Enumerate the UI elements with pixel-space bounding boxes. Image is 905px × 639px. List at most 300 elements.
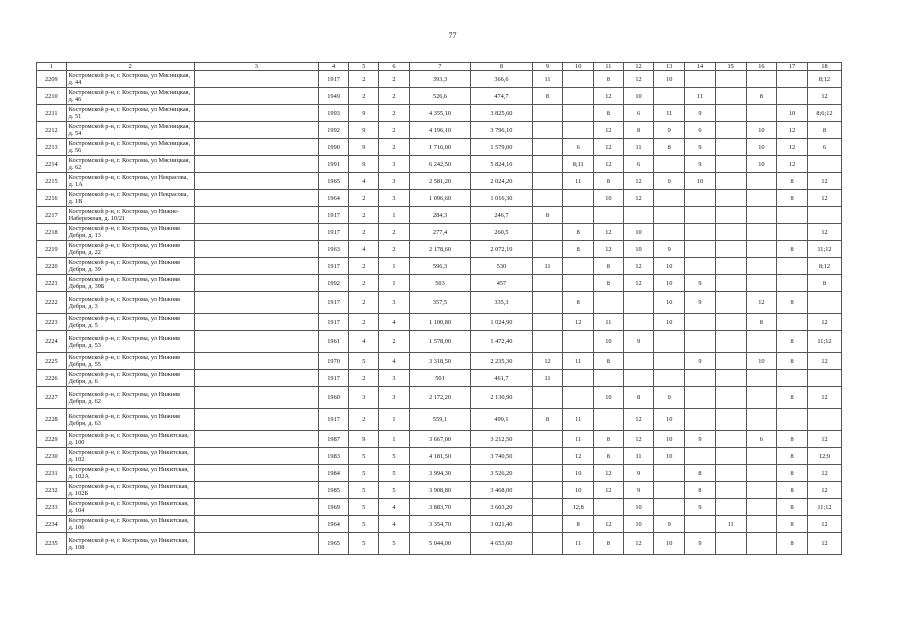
table-row <box>37 331 842 353</box>
data-cell <box>715 353 746 370</box>
empty-cell <box>194 431 318 448</box>
data-cell: 2 <box>379 122 410 139</box>
table-row <box>37 409 842 431</box>
data-cell: 8 <box>777 499 808 516</box>
empty-cell <box>194 71 318 88</box>
table-row <box>37 533 842 555</box>
data-cell: 11 <box>563 173 594 190</box>
table-row <box>37 314 842 331</box>
data-cell: 12 <box>623 71 654 88</box>
address-cell: Костромской р-н, г. Кострома, ул Нижняя Дебря, д. 5 <box>66 314 194 331</box>
data-cell: 2 <box>379 88 410 105</box>
data-cell: 8 <box>777 387 808 409</box>
data-cell: 8 <box>777 465 808 482</box>
data-cell <box>594 292 624 314</box>
table-row <box>37 516 842 533</box>
data-cell: 5 <box>349 353 379 370</box>
address-cell: Костромской р-н, г. Кострома, ул Нижняя Дебря, д. 63 <box>66 409 194 431</box>
data-cell: 3 468,00 <box>471 482 532 499</box>
column-header: 11 <box>594 63 624 71</box>
data-cell: 6 <box>623 156 654 173</box>
data-cell: 5 824,10 <box>471 156 532 173</box>
table-row <box>37 465 842 482</box>
data-cell: 335,3 <box>471 292 532 314</box>
empty-cell <box>194 241 318 258</box>
data-cell: 1991 <box>318 156 349 173</box>
data-cell: 260,5 <box>471 224 532 241</box>
data-cell: 12 <box>777 122 808 139</box>
address-cell: Костромской р-н, г. Кострома, ул Никитская, д. 106 <box>66 516 194 533</box>
data-cell: 2 <box>349 314 379 331</box>
data-cell: 11;12 <box>807 331 841 353</box>
data-cell: 11 <box>623 448 654 465</box>
data-cell <box>594 370 624 387</box>
data-cell <box>654 482 685 499</box>
data-cell: 9 <box>685 353 716 370</box>
data-cell <box>685 516 716 533</box>
data-cell: 2 <box>379 331 410 353</box>
data-cell: 3 740,50 <box>471 448 532 465</box>
address-cell: Костромской р-н, г. Кострома, ул Нижняя Дебря, д. 62 <box>66 387 194 409</box>
data-cell: 11 <box>654 105 685 122</box>
data-cell: 8 <box>777 533 808 555</box>
data-cell: 3 <box>379 156 410 173</box>
address-cell: Костромской р-н, г. Кострома, ул Мясницкая, д. 46 <box>66 88 194 105</box>
address-cell: Костромской р-н, г. Кострома, ул Нижняя Дебря, д. 6 <box>66 370 194 387</box>
data-cell <box>532 331 563 353</box>
data-cell <box>715 122 746 139</box>
data-cell <box>777 370 808 387</box>
column-header: 1 <box>37 63 67 71</box>
data-cell: 8 <box>623 387 654 409</box>
address-cell: Костромской р-н, г. Кострома, ул Нижняя Дебря, д. 53 <box>66 331 194 353</box>
row-number-cell: 2229 <box>37 431 67 448</box>
table-row <box>37 482 842 499</box>
table-row <box>37 207 842 224</box>
data-cell: 1961 <box>318 331 349 353</box>
data-cell: 9 <box>349 122 379 139</box>
data-cell: 366,6 <box>471 71 532 88</box>
data-cell: 5 <box>349 516 379 533</box>
data-cell: 10 <box>563 465 594 482</box>
data-cell: 8 <box>777 431 808 448</box>
data-cell: 6 242,50 <box>409 156 470 173</box>
empty-cell <box>194 533 318 555</box>
data-cell <box>563 71 594 88</box>
row-number-cell: 2214 <box>37 156 67 173</box>
data-cell: 12 <box>623 409 654 431</box>
row-number-cell: 2232 <box>37 482 67 499</box>
data-cell: 4 <box>379 516 410 533</box>
data-cell: 8 <box>777 448 808 465</box>
data-cell <box>685 409 716 431</box>
data-cell: 8 <box>777 482 808 499</box>
data-cell: 8;11 <box>563 156 594 173</box>
table-row <box>37 431 842 448</box>
data-cell: 8 <box>594 71 624 88</box>
table-row <box>37 258 842 275</box>
data-cell <box>715 465 746 482</box>
row-number-cell: 2224 <box>37 331 67 353</box>
data-cell: 11 <box>532 71 563 88</box>
data-cell <box>532 482 563 499</box>
data-cell: 1917 <box>318 207 349 224</box>
data-cell: 1960 <box>318 387 349 409</box>
column-header: 9 <box>532 63 563 71</box>
data-cell: 1965 <box>318 173 349 190</box>
address-cell: Костромской р-н, г. Кострома, ул Мясницкая, д. 56 <box>66 139 194 156</box>
data-cell <box>777 224 808 241</box>
data-cell: 11;12 <box>807 499 841 516</box>
data-cell: 10 <box>654 275 685 292</box>
data-cell <box>746 71 777 88</box>
data-cell: 10 <box>654 448 685 465</box>
data-cell: 1992 <box>318 275 349 292</box>
data-cell: 1917 <box>318 370 349 387</box>
column-header: 6 <box>379 63 410 71</box>
data-cell: 8 <box>594 173 624 190</box>
data-cell <box>715 482 746 499</box>
column-header: 18 <box>807 63 841 71</box>
data-cell: 4 <box>379 314 410 331</box>
data-cell: 2 <box>349 275 379 292</box>
empty-cell <box>194 387 318 409</box>
table-row <box>37 105 842 122</box>
data-cell <box>563 258 594 275</box>
data-cell: 12 <box>807 516 841 533</box>
data-cell: 8 <box>563 516 594 533</box>
data-cell: 11 <box>563 431 594 448</box>
data-cell: 4 653,60 <box>471 533 532 555</box>
data-cell: 8 <box>594 448 624 465</box>
data-cell <box>746 448 777 465</box>
data-cell: 357,5 <box>409 292 470 314</box>
data-cell: 12 <box>594 88 624 105</box>
column-header: 3 <box>194 63 318 71</box>
data-cell: 10 <box>563 482 594 499</box>
data-cell: 2 <box>349 224 379 241</box>
data-cell: 5 044,00 <box>409 533 470 555</box>
data-cell: 9 <box>623 465 654 482</box>
data-cell <box>715 431 746 448</box>
data-cell: 8 <box>594 431 624 448</box>
data-cell <box>715 409 746 431</box>
data-cell <box>746 207 777 224</box>
data-cell <box>807 292 841 314</box>
data-cell: 10 <box>623 499 654 516</box>
address-cell: Костромской р-н, г. Кострома, ул Никитская, д. 108 <box>66 533 194 555</box>
data-cell: 10 <box>654 533 685 555</box>
data-cell: 3 021,40 <box>471 516 532 533</box>
data-cell: 461,7 <box>471 370 532 387</box>
data-cell: 1 <box>379 258 410 275</box>
data-cell: 12 <box>623 258 654 275</box>
data-cell: 1 <box>379 275 410 292</box>
data-cell: 12 <box>623 431 654 448</box>
table-row <box>37 353 842 370</box>
address-cell: Костромской р-н, г. Кострома, ул Никитская, д. 102А <box>66 465 194 482</box>
data-cell: 3 <box>379 292 410 314</box>
data-cell: 12 <box>594 122 624 139</box>
data-cell <box>777 258 808 275</box>
data-cell <box>715 331 746 353</box>
data-cell <box>532 173 563 190</box>
data-cell: 3 <box>379 370 410 387</box>
data-cell <box>715 139 746 156</box>
data-cell: 9 <box>685 533 716 555</box>
column-header: 17 <box>777 63 808 71</box>
table-row <box>37 190 842 207</box>
data-cell: 526,6 <box>409 88 470 105</box>
data-cell: 4 <box>349 173 379 190</box>
data-cell: 9 <box>349 156 379 173</box>
data-cell: 2 <box>349 258 379 275</box>
data-cell: 12 <box>532 353 563 370</box>
data-cell: 1 016,30 <box>471 190 532 207</box>
data-cell: 8 <box>623 122 654 139</box>
data-cell: 596,3 <box>409 258 470 275</box>
data-cell: 8 <box>532 88 563 105</box>
data-cell: 2 178,60 <box>409 241 470 258</box>
data-cell: 12 <box>807 482 841 499</box>
data-cell: 8 <box>777 292 808 314</box>
data-cell <box>532 387 563 409</box>
data-cell <box>715 88 746 105</box>
empty-cell <box>194 370 318 387</box>
data-cell: 246,7 <box>471 207 532 224</box>
data-cell <box>532 241 563 258</box>
data-cell: 10 <box>594 387 624 409</box>
empty-cell <box>194 190 318 207</box>
data-cell <box>532 314 563 331</box>
data-cell <box>532 499 563 516</box>
row-number-cell: 2234 <box>37 516 67 533</box>
data-cell: 9 <box>349 431 379 448</box>
data-cell: 9 <box>654 387 685 409</box>
data-cell: 5 <box>379 448 410 465</box>
data-cell <box>715 448 746 465</box>
data-cell: 9 <box>685 431 716 448</box>
data-cell <box>532 105 563 122</box>
data-cell: 284,3 <box>409 207 470 224</box>
data-cell <box>563 122 594 139</box>
data-cell: 8 <box>654 139 685 156</box>
data-cell: 1993 <box>318 105 349 122</box>
row-number-cell: 2219 <box>37 241 67 258</box>
data-cell: 12 <box>807 465 841 482</box>
table-row <box>37 370 842 387</box>
data-cell <box>715 190 746 207</box>
data-cell: 1917 <box>318 409 349 431</box>
data-cell <box>623 353 654 370</box>
column-header: 13 <box>654 63 685 71</box>
data-cell: 8 <box>746 88 777 105</box>
data-cell: 10 <box>654 409 685 431</box>
table-row <box>37 139 842 156</box>
row-number-cell: 2216 <box>37 190 67 207</box>
data-cell: 12 <box>807 314 841 331</box>
data-cell <box>715 533 746 555</box>
data-cell: 8;12 <box>807 71 841 88</box>
data-cell: 2 <box>349 71 379 88</box>
data-cell <box>654 353 685 370</box>
data-cell: 5 <box>349 482 379 499</box>
data-cell: 8 <box>594 353 624 370</box>
row-number-cell: 2210 <box>37 88 67 105</box>
data-cell: 10 <box>746 139 777 156</box>
row-number-cell: 2221 <box>37 275 67 292</box>
data-cell <box>654 190 685 207</box>
data-cell <box>685 331 716 353</box>
data-cell <box>685 448 716 465</box>
data-cell: 8 <box>532 207 563 224</box>
data-cell: 12;8 <box>563 499 594 516</box>
data-cell: 3 994,30 <box>409 465 470 482</box>
empty-cell <box>194 292 318 314</box>
data-cell: 10 <box>746 156 777 173</box>
data-cell: 9 <box>623 482 654 499</box>
data-cell <box>777 314 808 331</box>
data-cell: 12 <box>623 533 654 555</box>
data-cell: 11 <box>715 516 746 533</box>
data-cell: 4 181,50 <box>409 448 470 465</box>
data-cell: 1917 <box>318 258 349 275</box>
data-cell <box>563 370 594 387</box>
data-cell: 3 <box>379 387 410 409</box>
data-cell <box>594 499 624 516</box>
data-cell: 12 <box>594 139 624 156</box>
row-number-cell: 2235 <box>37 533 67 555</box>
row-number-cell: 2209 <box>37 71 67 88</box>
data-cell: 1917 <box>318 292 349 314</box>
data-cell: 11 <box>623 139 654 156</box>
address-cell: Костромской р-н, г. Кострома, ул Никитская, д. 102 <box>66 448 194 465</box>
address-cell: Костромской р-н, г. Кострома, ул Некрасова, д. 1А <box>66 173 194 190</box>
data-cell: 3 667,00 <box>409 431 470 448</box>
data-cell: 1917 <box>318 71 349 88</box>
data-cell: 530 <box>471 258 532 275</box>
data-cell: 9 <box>349 139 379 156</box>
data-cell: 2 <box>349 292 379 314</box>
data-cell <box>532 190 563 207</box>
data-cell <box>746 465 777 482</box>
data-cell: 3 526,20 <box>471 465 532 482</box>
data-cell: 2 024,20 <box>471 173 532 190</box>
data-cell: 8 <box>807 275 841 292</box>
data-cell <box>807 207 841 224</box>
data-cell: 12 <box>594 156 624 173</box>
data-cell <box>746 516 777 533</box>
data-cell: 2 581,20 <box>409 173 470 190</box>
data-cell <box>563 331 594 353</box>
data-cell: 1 <box>379 431 410 448</box>
data-cell: 2 <box>349 207 379 224</box>
data-cell: 6 <box>563 139 594 156</box>
page-number: 77 <box>448 31 457 40</box>
data-cell: 10 <box>594 190 624 207</box>
data-cell: 2 235,30 <box>471 353 532 370</box>
data-cell: 1985 <box>318 482 349 499</box>
data-cell: 6 <box>746 431 777 448</box>
data-cell: 3 796,10 <box>471 122 532 139</box>
data-cell: 4 <box>379 499 410 516</box>
empty-cell <box>194 516 318 533</box>
data-cell <box>777 409 808 431</box>
data-cell <box>746 258 777 275</box>
data-cell: 8 <box>563 241 594 258</box>
empty-cell <box>194 499 318 516</box>
data-cell <box>532 516 563 533</box>
data-cell <box>777 71 808 88</box>
address-cell: Костромской р-н, г. Кострома, ул Мясницкая, д. 62 <box>66 156 194 173</box>
data-cell <box>746 275 777 292</box>
data-cell: 8 <box>777 353 808 370</box>
data-cell: 1 716,00 <box>409 139 470 156</box>
data-cell: 501 <box>409 370 470 387</box>
data-cell: 9 <box>685 292 716 314</box>
data-cell: 6 <box>807 139 841 156</box>
data-cell: 8 <box>777 516 808 533</box>
data-cell: 2 <box>379 105 410 122</box>
data-cell <box>715 387 746 409</box>
data-cell <box>715 370 746 387</box>
address-cell: Костромской р-н, г. Кострома, ул Никитская, д. 104 <box>66 499 194 516</box>
data-cell: 1 578,00 <box>409 331 470 353</box>
data-cell: 12 <box>807 533 841 555</box>
data-cell: 8 <box>594 533 624 555</box>
table-row <box>37 173 842 190</box>
data-cell: 11 <box>563 409 594 431</box>
data-cell <box>594 409 624 431</box>
housing-register-table <box>36 62 842 555</box>
data-cell <box>715 275 746 292</box>
data-cell: 10 <box>594 331 624 353</box>
data-cell: 10 <box>623 88 654 105</box>
data-cell: 11 <box>594 314 624 331</box>
address-cell: Костромской р-н, г. Кострома, ул Мясницкая, д. 44 <box>66 71 194 88</box>
data-cell: 8 <box>532 409 563 431</box>
data-cell <box>654 207 685 224</box>
address-cell: Костромской р-н, г. Кострома, ул Мясницкая, д. 54 <box>66 122 194 139</box>
data-cell: 1984 <box>318 465 349 482</box>
data-cell <box>746 409 777 431</box>
row-number-cell: 2215 <box>37 173 67 190</box>
data-cell: 12 <box>594 516 624 533</box>
data-cell: 10 <box>777 105 808 122</box>
data-cell <box>685 224 716 241</box>
data-cell: 2 172,20 <box>409 387 470 409</box>
data-cell: 10 <box>685 173 716 190</box>
data-cell <box>746 370 777 387</box>
data-cell <box>532 122 563 139</box>
data-cell: 11 <box>685 88 716 105</box>
data-cell: 1990 <box>318 139 349 156</box>
data-cell <box>654 499 685 516</box>
data-cell <box>623 314 654 331</box>
data-cell <box>654 465 685 482</box>
data-cell: 9 <box>654 173 685 190</box>
data-cell: 1 096,60 <box>409 190 470 207</box>
table-row <box>37 387 842 409</box>
data-cell <box>746 105 777 122</box>
data-cell: 6 <box>685 122 716 139</box>
row-number-cell: 2213 <box>37 139 67 156</box>
data-cell: 6 <box>623 105 654 122</box>
data-cell <box>654 331 685 353</box>
empty-cell <box>194 353 318 370</box>
data-cell: 12 <box>594 465 624 482</box>
data-cell: 12 <box>807 190 841 207</box>
